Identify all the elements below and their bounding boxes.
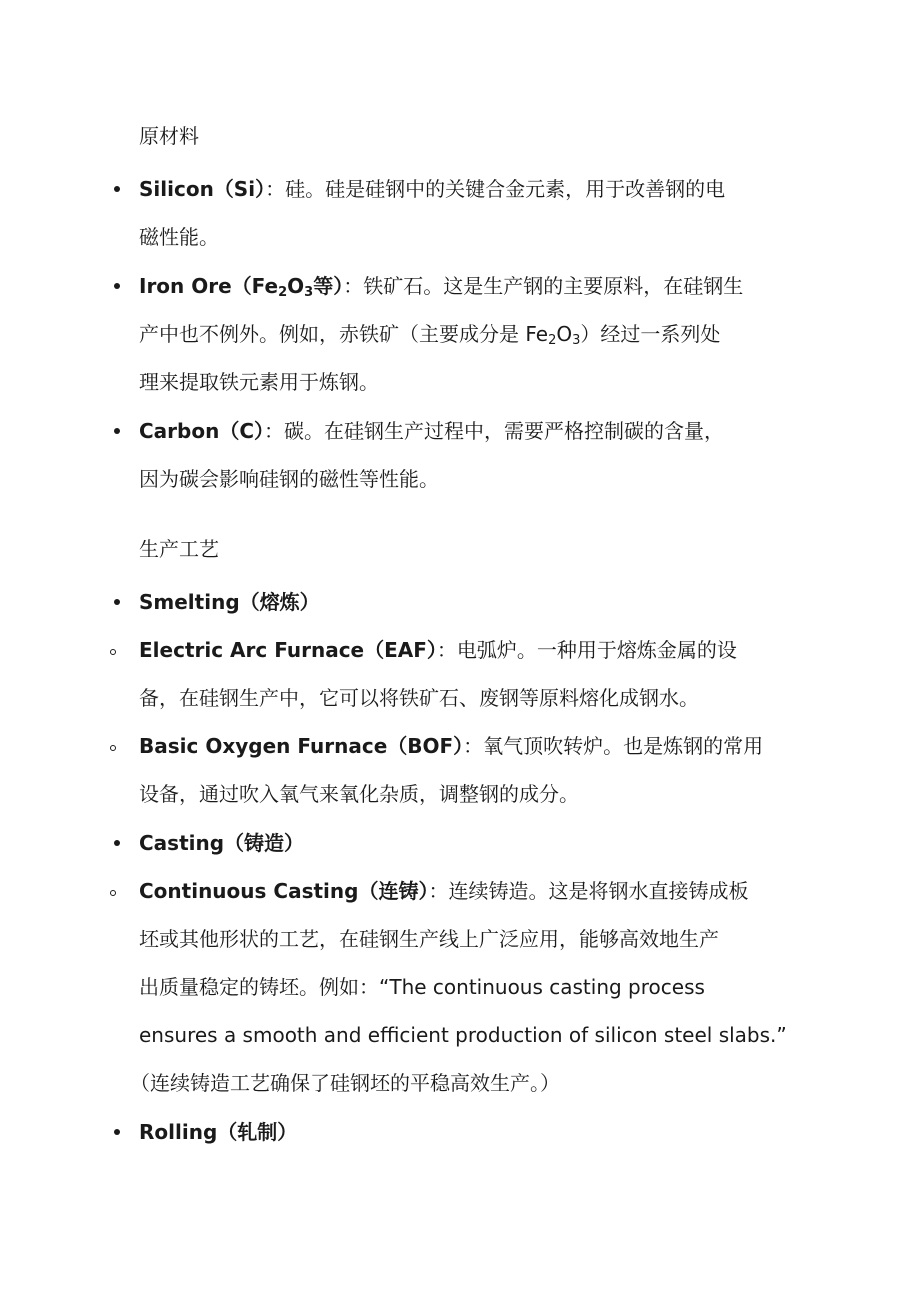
definition-continuation: 理来提取铁元素用于炼钢。 (139, 370, 379, 394)
hollow-bullet-icon (109, 626, 129, 674)
term-bof: Basic Oxygen Furnace（BOF） (139, 734, 464, 758)
list-item-line (139, 407, 789, 455)
hollow-bullet-icon (109, 722, 129, 770)
list-item-line (139, 626, 789, 674)
bullet-icon (109, 407, 129, 455)
definition-text: ：碳。在硅钢生产过程中，需要严格控制碳的含量， (264, 419, 725, 443)
definition-text: ：连续铸造。这是将钢水直接铸成板 (428, 879, 749, 903)
bullet-icon (109, 1108, 129, 1156)
term-eaf: Electric Arc Furnace（EAF） (139, 638, 437, 662)
sub-item-continuous-casting (130, 867, 789, 1107)
list-item-line (139, 819, 789, 867)
list-item-casting (139, 819, 789, 867)
section-heading-raw-materials: 原材料 (139, 124, 199, 148)
definition-text: ：硅。硅是硅钢中的关键合金元素，用于改善钢的电 (265, 177, 726, 201)
definition-text: ：铁矿石。这是生产钢的主要原料，在硅钢生 (343, 274, 744, 298)
list-item-line (139, 867, 789, 915)
definition-continuation: 产中也不例外。例如，赤铁矿（主要成分是 $Fe_2O_3$）经过一系列处 (139, 322, 721, 348)
sub-item-eaf (139, 626, 789, 722)
list-item-line (139, 262, 789, 310)
term-continuous-casting: Continuous Casting（连铸） (139, 879, 429, 903)
term-smelting: Smelting（熔炼） (139, 590, 320, 614)
list-item-iron-ore (139, 262, 789, 406)
term-silicon: Silicon（Si） (139, 177, 266, 201)
definition-continuation: 磁性能。 (139, 225, 219, 249)
list-item-rolling (139, 1108, 789, 1156)
example-translation: （连续铸造工艺确保了硅钢坯的平稳高效生产。） (130, 1071, 560, 1095)
list-item-line (139, 165, 789, 213)
term-iron-ore: Iron $Ore(Fe_2O_3$等） (139, 274, 344, 300)
list-item-smelting (139, 578, 789, 626)
list-item-line (139, 1108, 789, 1156)
bullet-icon (109, 819, 129, 867)
bullet-icon (109, 165, 129, 213)
term-casting: Casting（铸造） (139, 831, 305, 855)
sub-item-bof (139, 722, 789, 818)
term-carbon: Carbon（C） (139, 419, 265, 443)
definition-continuation: 出质量稳定的铸坯。例如：“The continuous casting process (139, 975, 705, 999)
definition-continuation: 坯或其他形状的工艺，在硅钢生产线上广泛应用，能够高效地生产 (139, 927, 719, 951)
list-item-line (139, 578, 789, 626)
definition-continuation: 备，在硅钢生产中，它可以将铁矿石、废钢等原料熔化成钢水。 (139, 686, 699, 710)
list-item-carbon (139, 407, 789, 503)
definition-text: ：氧气顶吹转炉。也是炼钢的常用 (463, 734, 764, 758)
example-sentence: ensures a smooth and efficient production of silicon steel slabs.” (139, 1023, 787, 1047)
bullet-icon (109, 578, 129, 626)
definition-continuation: 因为碳会影响硅钢的磁性等性能。 (139, 467, 439, 491)
section-heading-production-process: 生产工艺 (139, 537, 219, 561)
definition-text: ：电弧炉。一种用于熔炼金属的设 (436, 638, 737, 662)
list-item-line (139, 722, 789, 770)
definition-continuation: 设备，通过吹入氧气来氧化杂质，调整钢的成分。 (139, 782, 579, 806)
hollow-bullet-icon (109, 867, 129, 915)
term-rolling: Rolling（轧制） (139, 1120, 298, 1144)
bullet-icon (109, 262, 129, 310)
list-item-silicon (139, 165, 789, 261)
